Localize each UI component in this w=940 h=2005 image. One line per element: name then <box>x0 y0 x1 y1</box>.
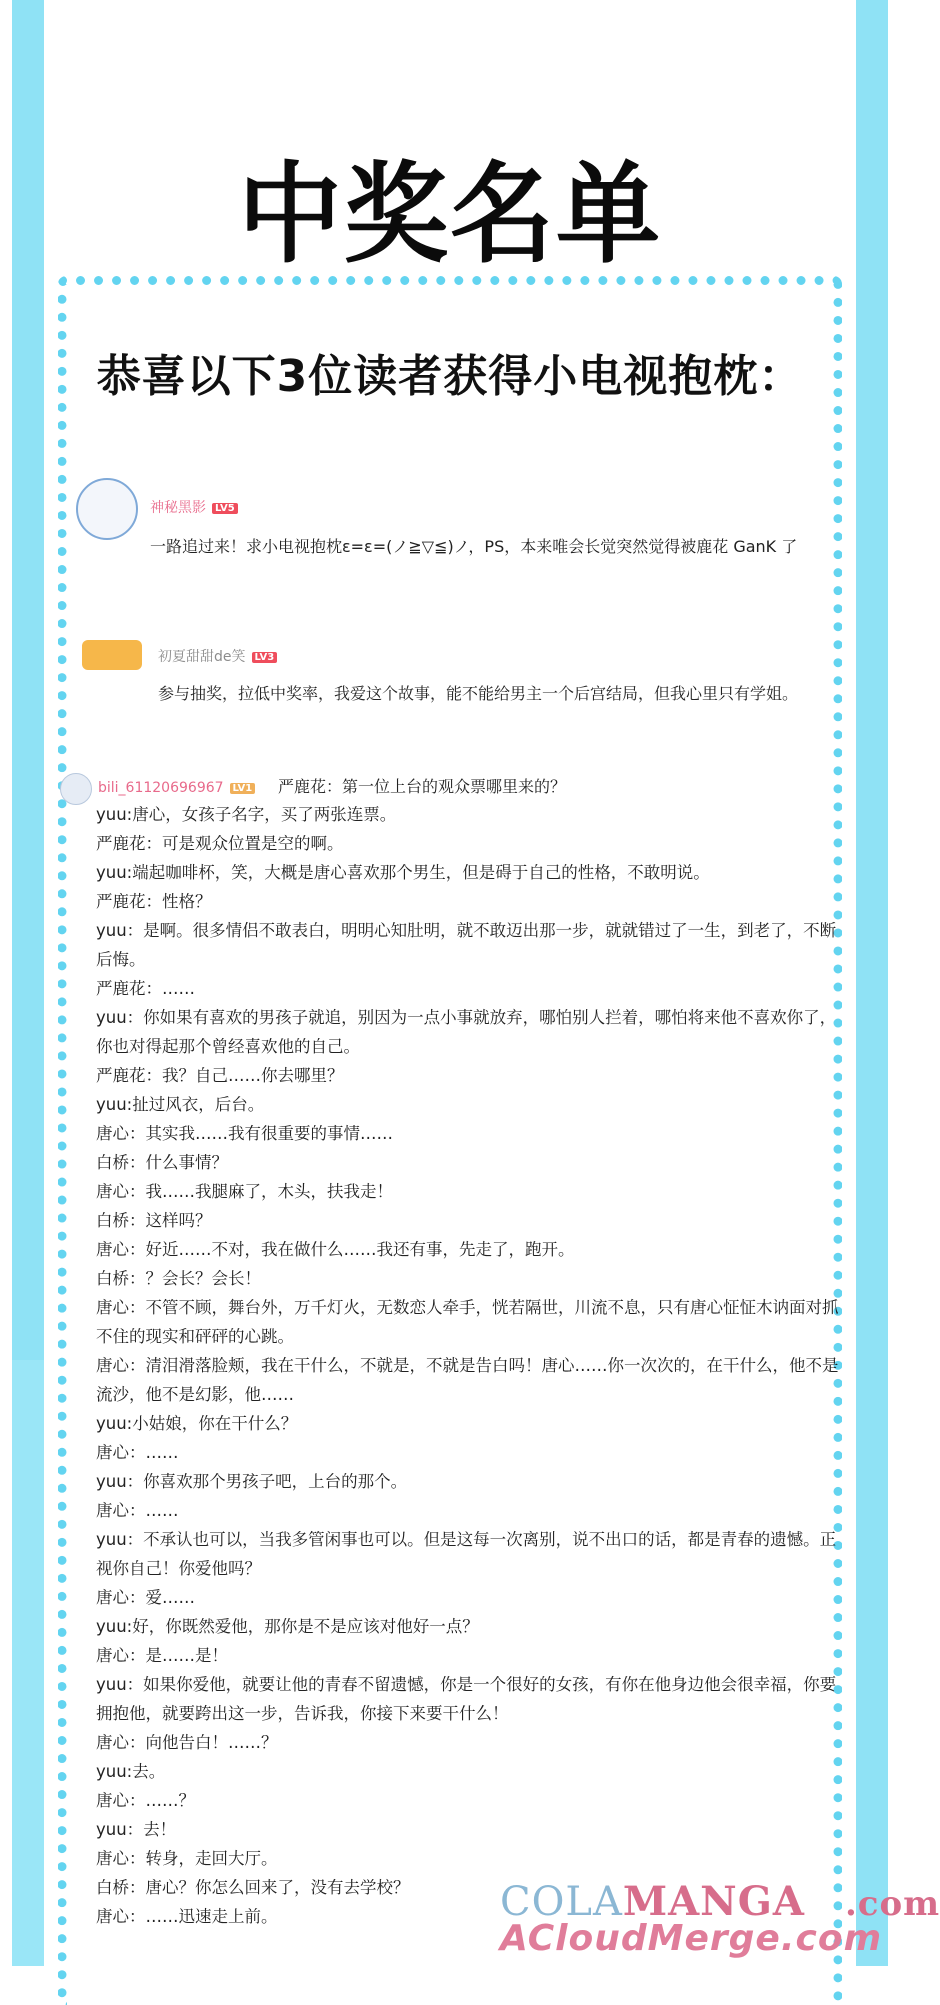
right-border-strip <box>856 0 888 1966</box>
watermark-acloudmerge: ACloudMerge.com <box>500 1918 883 1959</box>
dialog-line: 严鹿花：可是观众位置是空的啊。 <box>96 834 344 853</box>
dialog-line: 唐心：转身，走回大厅。 <box>96 1849 278 1868</box>
dialog-line: yuu:去。 <box>96 1762 166 1781</box>
dialog-line: 严鹿花：…… <box>96 979 195 998</box>
page-title: 中奖名单 <box>237 150 662 279</box>
dialog-line: yuu:端起咖啡杯，笑，大概是唐心喜欢那个男生，但是碍于自己的性格，不敢明说。 <box>96 863 710 882</box>
dialog-line: yuu:唐心，女孩子名字，买了两张连票。 <box>96 805 397 824</box>
dialog-line: 白桥：什么事情？ <box>96 1153 228 1172</box>
watermark-part: MANGA <box>622 1878 805 1925</box>
level-badge: LV3 <box>252 652 278 663</box>
dialog-line: yuu:扯过风衣，后台。 <box>96 1095 265 1114</box>
dialog-line: yuu：是啊。很多情侣不敢表白，明明心知肚明，就不敢迈出那一步，就就错过了一生，到老了，不断后悔。 <box>96 921 837 969</box>
level-badge: LV5 <box>212 503 238 514</box>
left-border-strip <box>12 0 44 1966</box>
dialog-line: 唐心：……？ <box>96 1791 195 1810</box>
username-text: 初夏甜甜de笑 <box>158 649 246 665</box>
avatar <box>60 773 92 805</box>
dialog-line: 严鹿花：性格？ <box>96 892 212 911</box>
dialog-line: yuu：你如果有喜欢的男孩子就追，别因为一点小事就放弃，哪怕别人拦着，哪怕将来他不喜欢你了，你也对得起那个曾经喜欢他的自己。 <box>96 1008 837 1056</box>
watermark-part: .com <box>844 1884 940 1924</box>
dialog-line: 唐心：其实我……我有很重要的事情…… <box>96 1124 393 1143</box>
dialog-body <box>96 800 848 1931</box>
comment-text: 一路追过来！求小电视抱枕ε=ε=(ノ≧▽≦)ノ，PS，本来唯会长觉突然觉得被鹿花 GanK 了 <box>150 537 798 556</box>
winners-subtitle: 恭喜以下3位读者获得小电视抱枕： <box>96 351 804 402</box>
username-text: 神秘黑影 <box>150 500 206 516</box>
dialog-line: 唐心：是……是！ <box>96 1646 228 1665</box>
dialog-line: 白桥：唐心？你怎么回来了，没有去学校？ <box>96 1878 410 1897</box>
avatar <box>82 640 142 670</box>
dialog-line: 唐心：…… <box>96 1443 179 1462</box>
level-badge: LV1 <box>230 783 256 794</box>
comment-username <box>158 646 277 666</box>
dialog-line: 唐心：向他告白！……？ <box>96 1733 278 1752</box>
dialog-line: 严鹿花：我？自己……你去哪里？ <box>96 1066 344 1085</box>
dialog-line: yuu:好，你既然爱他，那你是不是应该对他好一点？ <box>96 1617 479 1636</box>
dialog-line: yuu：去！ <box>96 1820 177 1839</box>
dialog-line: 唐心：好近……不对，我在做什么……我还有事，先走了，跑开。 <box>96 1240 575 1259</box>
dialog-line: 唐心：不管不顾，舞台外，万千灯火，无数恋人牵手，恍若隔世，川流不息，只有唐心怔怔木讷面对抓不住的现实和砰砰的心跳。 <box>96 1298 839 1346</box>
username-text: bili_61120696967 <box>98 780 224 796</box>
dialog-line: 白桥：？会长？会长！ <box>96 1269 261 1288</box>
dialog-line: 唐心：……迅速走上前。 <box>96 1907 278 1926</box>
dialog-line: 唐心：清泪滑落脸颊，我在干什么，不就是，不就是告白吗！唐心……你一次次的，在干什么，他不是流沙，他不是幻影，他…… <box>96 1356 839 1404</box>
dialog-line: yuu：如果你爱他，就要让他的青春不留遗憾，你是一个很好的女孩，有你在他身边他会很幸福，你要拥抱他，就要跨出这一步，告诉我，你接下来要干什么！ <box>96 1675 837 1723</box>
dialog-line: 唐心：我……我腿麻了，木头，扶我走！ <box>96 1182 393 1201</box>
dialog-line: 唐心：…… <box>96 1501 179 1520</box>
comment-username <box>150 497 238 517</box>
comment-username <box>98 780 255 796</box>
dialog-line: yuu：你喜欢那个男孩子吧，上台的那个。 <box>96 1472 408 1491</box>
comment-text: 严鹿花：第一位上台的观众票哪里来的？ <box>278 777 567 796</box>
dialog-line: yuu：不承认也可以，当我多管闲事也可以。但是这每一次离别，说不出口的话，都是青春的遗憾。正视你自己！你爱他吗？ <box>96 1530 837 1578</box>
avatar <box>76 478 138 540</box>
dialog-line: yuu:小姑娘，你在干什么？ <box>96 1414 298 1433</box>
comment-text: 参与抽奖，拉低中奖率，我爱这个故事，能不能给男主一个后宫结局，但我心里只有学姐。 <box>158 684 799 703</box>
dialog-line: 唐心：爱…… <box>96 1588 195 1607</box>
dialog-line: 白桥：这样吗？ <box>96 1211 212 1230</box>
watermark-part: COLA <box>500 1879 623 1925</box>
